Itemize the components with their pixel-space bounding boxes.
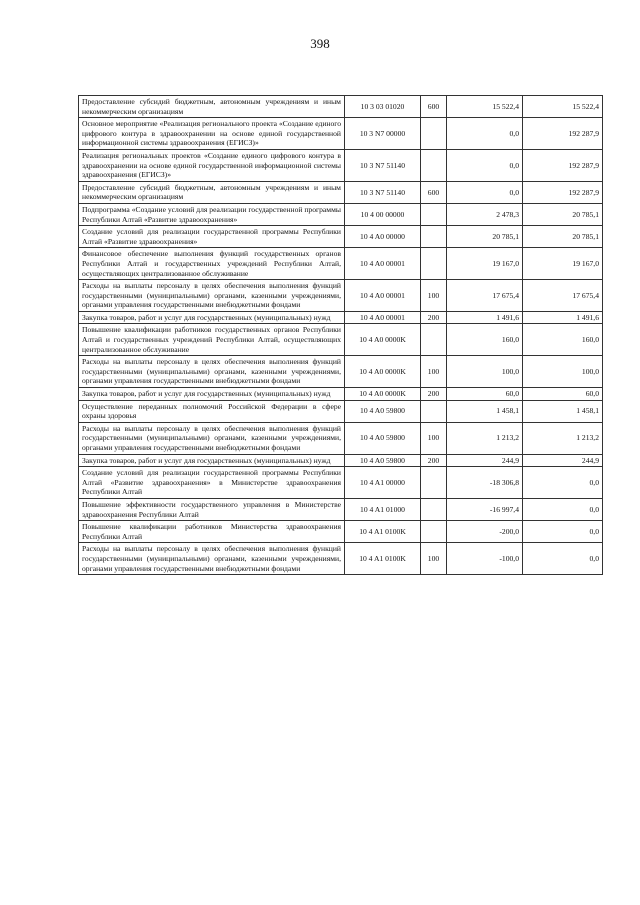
table-row xyxy=(79,498,603,520)
row-expense-type: 200 xyxy=(421,388,447,401)
row-amount-1: 20 785,1 xyxy=(447,226,523,248)
row-name: Подпрограмма «Создание условий для реализации государственной программы Республики Алтай «Развитие здравоохранения» xyxy=(79,203,345,225)
table-row xyxy=(79,226,603,248)
row-name: Расходы на выплаты персоналу в целях обеспечения выполнения функций государственными (муниципальными) органами, казенными учреждениями, органами управления государственными внебюджетными фондами xyxy=(79,543,345,575)
table-row xyxy=(79,521,603,543)
row-amount-1: 60,0 xyxy=(447,388,523,401)
row-amount-1: 1 213,2 xyxy=(447,422,523,454)
row-amount-1: 17 675,4 xyxy=(447,280,523,312)
row-code: 10 4 A1 01000 xyxy=(345,498,421,520)
row-code: 10 3 N7 51140 xyxy=(345,181,421,203)
row-name: Расходы на выплаты персоналу в целях обеспечения выполнения функций государственными (муниципальными) органами, казенными учреждениями, органами управления государственными внебюджетными фондами xyxy=(79,356,345,388)
row-name: Повышение квалификации работников Министерства здравоохранения Республики Алтай xyxy=(79,521,345,543)
table-row xyxy=(79,96,603,118)
row-code: 10 4 A1 00000 xyxy=(345,467,421,499)
row-amount-1: 1 458,1 xyxy=(447,400,523,422)
row-expense-type: 600 xyxy=(421,181,447,203)
page-number: 398 xyxy=(310,36,330,51)
row-expense-type xyxy=(421,467,447,499)
table-row xyxy=(79,280,603,312)
row-amount-2: 244,9 xyxy=(523,454,603,467)
row-expense-type xyxy=(421,203,447,225)
row-name: Создание условий для реализации государственной программы Республики Алтай «Развитие здравоохранения» в Министерстве здравоохранения Республики Алтай xyxy=(79,467,345,499)
row-name: Осуществление переданных полномочий Российской Федерации в сфере охраны здоровья xyxy=(79,400,345,422)
row-amount-2: 1 213,2 xyxy=(523,422,603,454)
table-row xyxy=(79,422,603,454)
row-amount-2: 15 522,4 xyxy=(523,96,603,118)
row-name: Повышение квалификации работников государственных органов Республики Алтай и государственных учреждений Республики Алтай, осуществляющих централизованное обслуживание xyxy=(79,324,345,356)
row-name: Расходы на выплаты персоналу в целях обеспечения выполнения функций государственными (муниципальными) органами, казенными учреждениями, органами управления государственными внебюджетными фондами xyxy=(79,422,345,454)
row-amount-2: 192 287,9 xyxy=(523,118,603,150)
table-row xyxy=(79,454,603,467)
row-code: 10 4 A0 00001 xyxy=(345,311,421,324)
row-expense-type: 200 xyxy=(421,454,447,467)
row-expense-type xyxy=(421,149,447,181)
row-name: Предоставление субсидий бюджетным, автономным учреждениям и иным некоммерческим организациям xyxy=(79,181,345,203)
row-name: Предоставление субсидий бюджетным, автономным учреждениям и иным некоммерческим организациям xyxy=(79,96,345,118)
row-code: 10 4 A0 0000K xyxy=(345,324,421,356)
row-amount-2: 0,0 xyxy=(523,521,603,543)
row-amount-2: 0,0 xyxy=(523,498,603,520)
row-expense-type: 200 xyxy=(421,311,447,324)
table-row xyxy=(79,311,603,324)
table-row xyxy=(79,400,603,422)
table-row xyxy=(79,181,603,203)
row-name: Повышение эффективности государственного управления в Министерстве здравоохранения Республики Алтай xyxy=(79,498,345,520)
row-code: 10 4 A0 0000K xyxy=(345,356,421,388)
table-row xyxy=(79,467,603,499)
row-code: 10 4 A0 00001 xyxy=(345,248,421,280)
row-expense-type xyxy=(421,324,447,356)
row-code: 10 3 N7 51140 xyxy=(345,149,421,181)
row-amount-1: 100,0 xyxy=(447,356,523,388)
row-amount-2: 1 458,1 xyxy=(523,400,603,422)
row-amount-2: 192 287,9 xyxy=(523,149,603,181)
row-expense-type xyxy=(421,248,447,280)
row-code: 10 4 A0 0000K xyxy=(345,388,421,401)
row-name: Закупка товаров, работ и услуг для государственных (муниципальных) нужд xyxy=(79,388,345,401)
row-amount-1: 2 478,3 xyxy=(447,203,523,225)
table-row xyxy=(79,149,603,181)
row-name: Расходы на выплаты персоналу в целях обеспечения выполнения функций государственными (муниципальными) органами, казенными учреждениями, органами управления государственными внебюджетными фондами xyxy=(79,280,345,312)
table-row xyxy=(79,118,603,150)
row-name: Реализация региональных проектов «Создание единого цифрового контура в здравоохранении на основе единой государственной информационной системы здравоохранения (ЕГИСЗ)» xyxy=(79,149,345,181)
row-amount-1: 0,0 xyxy=(447,118,523,150)
table-row xyxy=(79,356,603,388)
row-amount-1: -200,0 xyxy=(447,521,523,543)
row-code: 10 3 N7 00000 xyxy=(345,118,421,150)
row-amount-2: 1 491,6 xyxy=(523,311,603,324)
row-amount-2: 160,0 xyxy=(523,324,603,356)
row-amount-1: -100,0 xyxy=(447,543,523,575)
row-expense-type xyxy=(421,498,447,520)
row-expense-type: 100 xyxy=(421,422,447,454)
row-amount-1: 0,0 xyxy=(447,149,523,181)
row-name: Закупка товаров, работ и услуг для государственных (муниципальных) нужд xyxy=(79,311,345,324)
row-expense-type xyxy=(421,226,447,248)
row-code: 10 4 A1 0100K xyxy=(345,521,421,543)
row-amount-2: 0,0 xyxy=(523,467,603,499)
row-amount-1: 1 491,6 xyxy=(447,311,523,324)
row-expense-type: 600 xyxy=(421,96,447,118)
row-name: Основное мероприятие «Реализация регионального проекта «Создание единого цифрового контура в здравоохранении на основе единой государственной информационной системы здравоохранения (ЕГИСЗ)» xyxy=(79,118,345,150)
row-code: 10 3 03 01020 xyxy=(345,96,421,118)
row-amount-1: 0,0 xyxy=(447,181,523,203)
budget-table xyxy=(78,95,603,575)
row-amount-1: 244,9 xyxy=(447,454,523,467)
row-amount-2: 20 785,1 xyxy=(523,226,603,248)
row-amount-1: -18 306,8 xyxy=(447,467,523,499)
row-expense-type: 100 xyxy=(421,543,447,575)
row-code: 10 4 A0 00001 xyxy=(345,280,421,312)
row-amount-2: 192 287,9 xyxy=(523,181,603,203)
row-code: 10 4 A1 0100K xyxy=(345,543,421,575)
table-row xyxy=(79,203,603,225)
row-name: Создание условий для реализации государственной программы Республики Алтай «Развитие здравоохранения» xyxy=(79,226,345,248)
table-row xyxy=(79,324,603,356)
row-amount-2: 17 675,4 xyxy=(523,280,603,312)
row-amount-2: 0,0 xyxy=(523,543,603,575)
table-row xyxy=(79,543,603,575)
row-expense-type xyxy=(421,521,447,543)
row-name: Закупка товаров, работ и услуг для государственных (муниципальных) нужд xyxy=(79,454,345,467)
table-row xyxy=(79,248,603,280)
row-expense-type: 100 xyxy=(421,280,447,312)
row-code: 10 4 A0 59800 xyxy=(345,422,421,454)
row-expense-type xyxy=(421,400,447,422)
row-amount-1: 19 167,0 xyxy=(447,248,523,280)
budget-table-body xyxy=(79,96,603,575)
row-name: Финансовое обеспечение выполнения функций государственных органов Республики Алтай и государственных учреждений Республики Алтай, осуществляющих централизованное обслуживание xyxy=(79,248,345,280)
row-expense-type xyxy=(421,118,447,150)
row-amount-2: 19 167,0 xyxy=(523,248,603,280)
row-amount-2: 60,0 xyxy=(523,388,603,401)
row-code: 10 4 00 00000 xyxy=(345,203,421,225)
row-code: 10 4 A0 00000 xyxy=(345,226,421,248)
row-amount-1: 15 522,4 xyxy=(447,96,523,118)
row-amount-1: 160,0 xyxy=(447,324,523,356)
table-row xyxy=(79,388,603,401)
row-amount-2: 100,0 xyxy=(523,356,603,388)
row-code: 10 4 A0 59800 xyxy=(345,454,421,467)
row-amount-1: -16 997,4 xyxy=(447,498,523,520)
row-amount-2: 20 785,1 xyxy=(523,203,603,225)
row-expense-type: 100 xyxy=(421,356,447,388)
row-code: 10 4 A0 59800 xyxy=(345,400,421,422)
